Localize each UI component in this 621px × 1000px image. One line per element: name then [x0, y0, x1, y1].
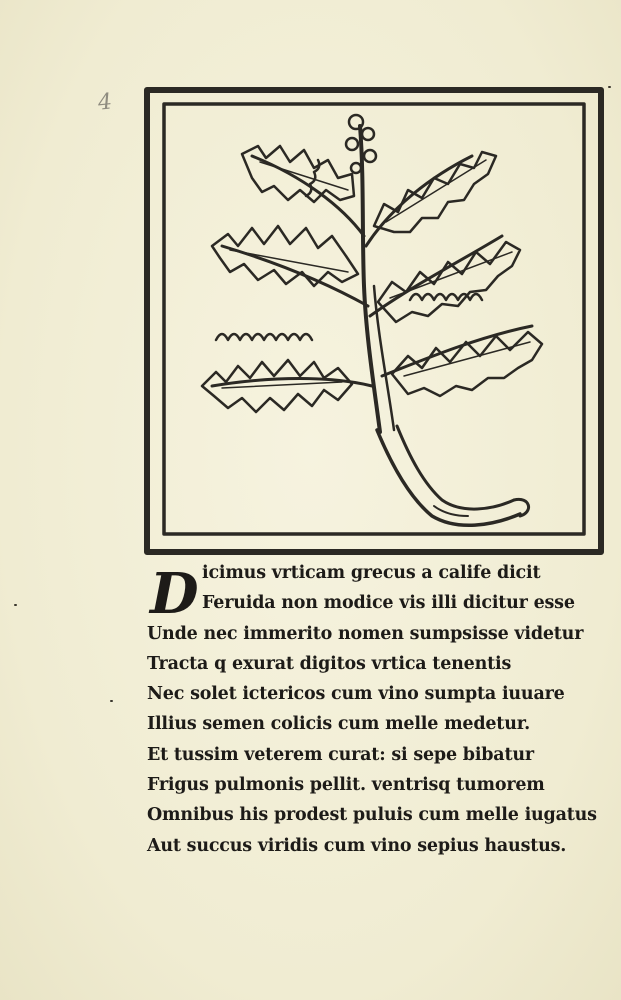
poem-text: [144, 558, 614, 861]
verse-line: Frigus pulmonis pellit. ventrisq tumorem: [147, 775, 545, 796]
root-outline: [377, 430, 520, 525]
nettle-woodcut-illustration: [142, 86, 606, 556]
leaf-mid-right: [378, 242, 520, 322]
verse-line: Nec solet ictericos cum vino sumpta iuuare: [147, 684, 565, 705]
flower-cluster-left: [216, 334, 312, 340]
verse-line: Omnibus his prodest puluis cum melle iugatus: [147, 805, 597, 826]
seed-head: [362, 128, 374, 140]
seed-head: [346, 138, 358, 150]
ink-speck: [608, 86, 611, 88]
inner-frame: [164, 104, 584, 534]
seed-head: [364, 150, 376, 162]
branch-mid-right: [370, 236, 502, 316]
verse-line: Tracta q exurat digitos vrtica tenentis: [147, 653, 512, 674]
verse-line: Aut succus viridis cum vino sepius haustus.: [147, 835, 567, 856]
seed-head: [351, 163, 361, 173]
verse-line: Feruida non modice vis illi dicitur esse: [202, 593, 575, 614]
verse-line: icimus vrticam grecus a calife dicit: [202, 563, 541, 583]
verse-line: Et tussim veterem curat: si sepe bibatur: [147, 744, 534, 765]
ink-speck: [14, 604, 17, 606]
seed-head: [349, 115, 363, 129]
leaf-mid-left: [212, 226, 358, 286]
decorated-initial: D: [150, 561, 199, 627]
verse-line: Illius semen colicis cum melle medetur.: [147, 714, 531, 735]
folio-mark: 4: [96, 89, 114, 116]
ink-speck: [110, 700, 113, 702]
verse-line: Unde nec immerito nomen sumpsisse videtur: [147, 623, 584, 644]
flower-cluster-right: [410, 294, 482, 300]
